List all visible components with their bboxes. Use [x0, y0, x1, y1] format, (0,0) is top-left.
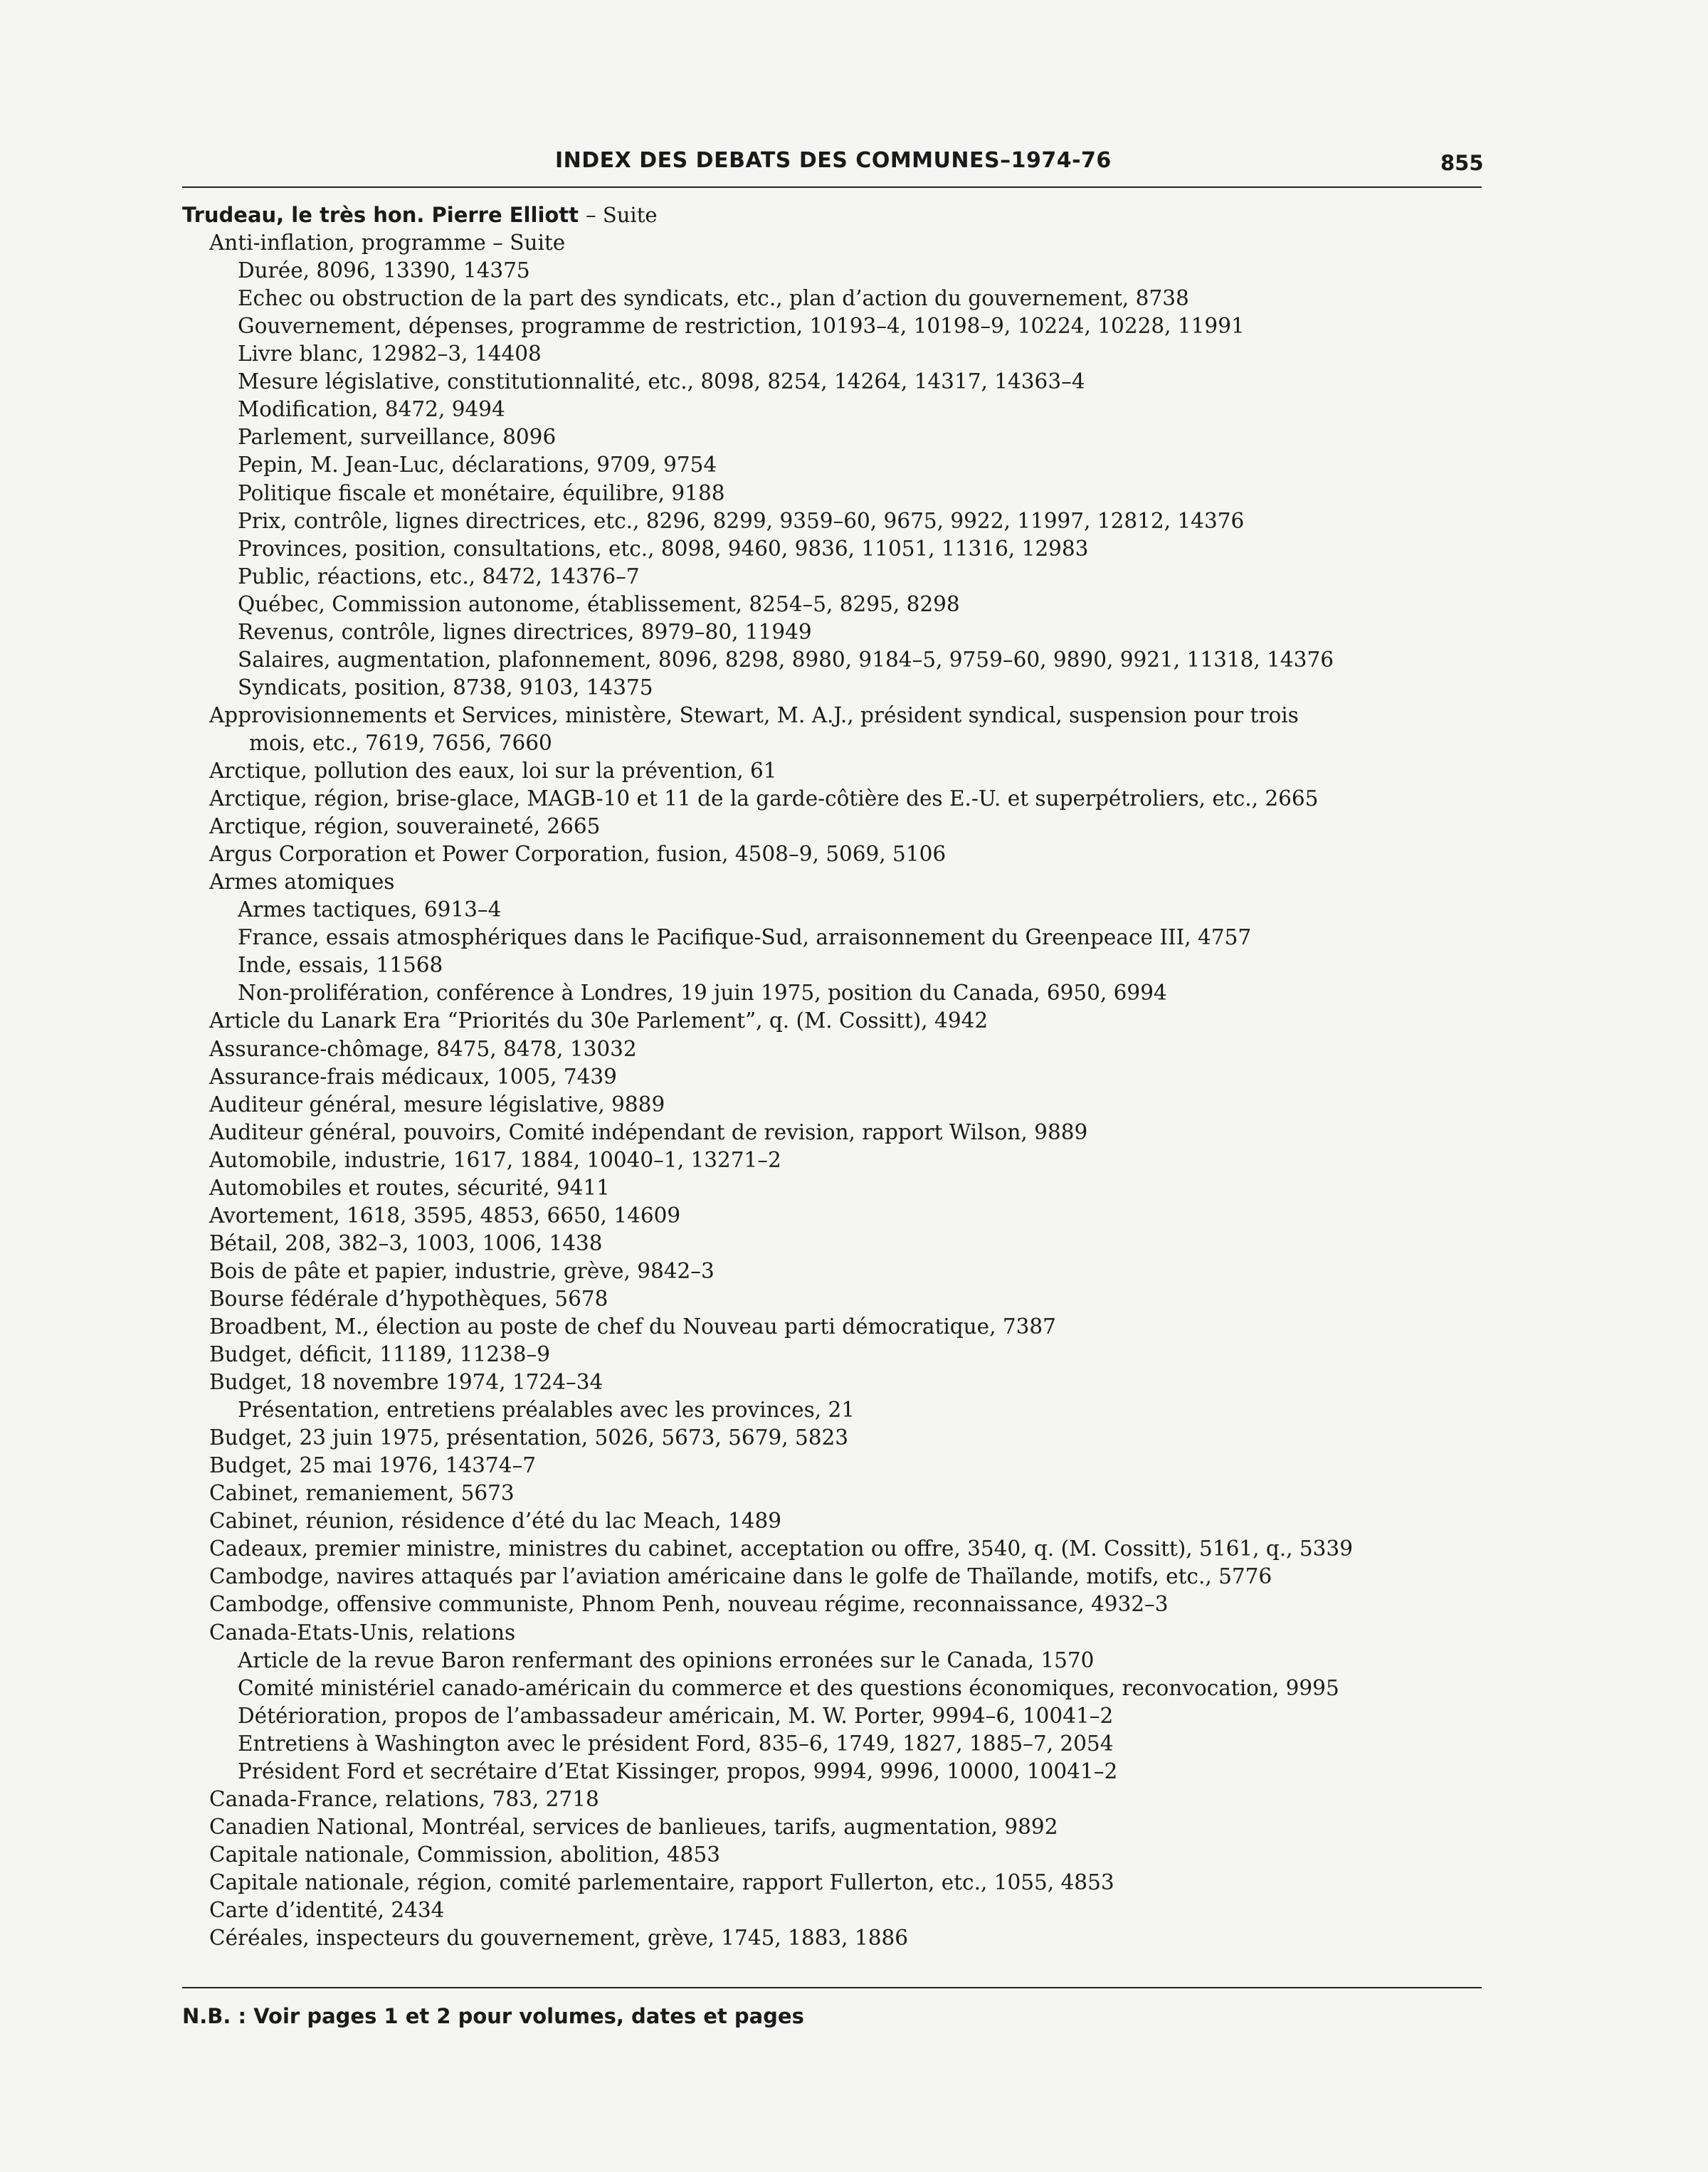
index-line-level-2: Provinces, position, consultations, etc., 8098, 9460, 9836, 11051, 11316, 12983: [238, 537, 1089, 561]
index-line-level-1: Automobiles et routes, sécurité, 9411: [209, 1176, 610, 1200]
index-line-level-1: Arctique, région, brise-glace, MAGB-10 et 11 de la garde-côtière des E.-U. et superpétroliers, etc., 2665: [209, 786, 1319, 811]
page-header-title: INDEX DES DEBATS DES COMMUNES–1974-76: [555, 148, 1112, 173]
index-line-level-1: Assurance-chômage, 8475, 8478, 13032: [209, 1037, 637, 1061]
index-line-level-2: Revenus, contrôle, lignes directrices, 8979–80, 11949: [238, 620, 812, 644]
index-line-level-2: Détérioration, propos de l’ambassadeur américain, M. W. Porter, 9994–6, 10041–2: [238, 1704, 1114, 1728]
index-line-level-1: Arctique, région, souveraineté, 2665: [209, 814, 601, 838]
index-line-level-1: Bois de pâte et papier, industrie, grève, 9842–3: [209, 1259, 715, 1283]
index-line-level-1: Budget, 23 juin 1975, présentation, 5026, 5673, 5679, 5823: [209, 1425, 849, 1450]
index-line-level-2: Inde, essais, 11568: [238, 953, 443, 977]
index-line-level-2: Prix, contrôle, lignes directrices, etc., 8296, 8299, 9359–60, 9675, 9922, 11997, 12812, 14376: [238, 509, 1245, 533]
index-line-level-1: Cabinet, réunion, résidence d’été du lac Meach, 1489: [209, 1509, 782, 1533]
index-line-level-2: Québec, Commission autonome, établissement, 8254–5, 8295, 8298: [238, 592, 960, 616]
index-line-level-1: Céréales, inspecteurs du gouvernement, grève, 1745, 1883, 1886: [209, 1926, 909, 1950]
main-entry-heading: [182, 201, 658, 229]
index-line-level-1: Auditeur général, mesure législative, 9889: [209, 1092, 665, 1117]
index-line-level-2: Présentation, entretiens préalables avec les provinces, 21: [238, 1398, 855, 1422]
index-line-level-1: Avortement, 1618, 3595, 4853, 6650, 14609: [209, 1203, 681, 1228]
index-line-level-1: Cambodge, navires attaqués par l’aviation américaine dans le golfe de Thaïlande, motifs, etc., 5776: [209, 1564, 1272, 1588]
index-line-level-1: Assurance-frais médicaux, 1005, 7439: [209, 1065, 617, 1089]
index-line-level-1: Automobile, industrie, 1617, 1884, 10040–1, 13271–2: [209, 1148, 781, 1172]
index-line-level-2: Mesure législative, constitutionnalité, etc., 8098, 8254, 14264, 14317, 14363–4: [238, 369, 1085, 394]
index-line-level-1: Cabinet, remaniement, 5673: [209, 1481, 515, 1505]
index-line-level-1: Arctique, pollution des eaux, loi sur la prévention, 61: [209, 759, 777, 783]
index-line-level-1: Anti-inflation, programme – Suite: [209, 231, 566, 255]
main-entry-suite: – Suite: [586, 203, 658, 227]
index-line-level-2: Parlement, surveillance, 8096: [238, 425, 557, 449]
index-line-level-2: Gouvernement, dépenses, programme de restriction, 10193–4, 10198–9, 10224, 10228, 11991: [238, 314, 1245, 338]
index-line-level-2: Entretiens à Washington avec le président Ford, 835–6, 1749, 1827, 1885–7, 2054: [238, 1731, 1114, 1756]
index-line-level-1: Broadbent, M., élection au poste de chef du Nouveau parti démocratique, 7387: [209, 1314, 1056, 1339]
index-line-level-2: Echec ou obstruction de la part des syndicats, etc., plan d’action du gouvernement, 8738: [238, 286, 1189, 310]
index-line-level-1: Bourse fédérale d’hypothèques, 5678: [209, 1287, 608, 1311]
index-line-level-1: Budget, 25 mai 1976, 14374–7: [209, 1453, 536, 1477]
footer-rule: [182, 1987, 1482, 1988]
index-line-level-1: Argus Corporation et Power Corporation, fusion, 4508–9, 5069, 5106: [209, 842, 947, 866]
index-line-level-3: mois, etc., 7619, 7656, 7660: [249, 731, 552, 755]
index-line-level-1: Auditeur général, pouvoirs, Comité indépendant de revision, rapport Wilson, 9889: [209, 1120, 1088, 1144]
index-line-level-2: Modification, 8472, 9494: [238, 397, 505, 421]
index-line-level-1: Armes atomiques: [209, 870, 395, 894]
index-line-level-1: Cadeaux, premier ministre, ministres du cabinet, acceptation ou offre, 3540, q. (M. Cossitt), 5161, q., 5339: [209, 1536, 1353, 1561]
index-line-level-1: Carte d’identité, 2434: [209, 1898, 445, 1922]
index-line-level-2: France, essais atmosphériques dans le Pacifique-Sud, arraisonnement du Greenpeace III, 4757: [238, 925, 1252, 949]
index-line-level-1: Bétail, 208, 382–3, 1003, 1006, 1438: [209, 1231, 603, 1255]
index-line-level-2: Non-prolifération, conférence à Londres, 19 juin 1975, position du Canada, 6950, 6994: [238, 981, 1167, 1005]
header-rule: [182, 186, 1482, 188]
index-line-level-2: Armes tactiques, 6913–4: [238, 897, 502, 922]
index-line-level-1: Approvisionnements et Services, ministère, Stewart, M. A.J., président syndical, suspension pour trois: [209, 703, 1299, 727]
index-line-level-1: Article du Lanark Era “Priorités du 30e Parlement”, q. (M. Cossitt), 4942: [209, 1008, 989, 1033]
footer-note: N.B. : Voir pages 1 et 2 pour volumes, dates et pages: [182, 2004, 804, 2028]
index-line-level-1: Canada-France, relations, 783, 2718: [209, 1787, 599, 1811]
page-number: 855: [1440, 151, 1484, 175]
index-line-level-1: Capitale nationale, région, comité parlementaire, rapport Fullerton, etc., 1055, 4853: [209, 1870, 1114, 1894]
index-line-level-1: Capitale nationale, Commission, abolition, 4853: [209, 1842, 720, 1867]
index-line-level-2: Syndicats, position, 8738, 9103, 14375: [238, 675, 653, 700]
index-line-level-1: Budget, déficit, 11189, 11238–9: [209, 1342, 551, 1366]
index-line-level-2: Politique fiscale et monétaire, équilibre, 9188: [238, 481, 725, 505]
index-line-level-2: Comité ministériel canado-américain du commerce et des questions économiques, reconvocation, 9995: [238, 1676, 1339, 1700]
index-line-level-1: Canada-Etats-Unis, relations: [209, 1620, 516, 1645]
index-line-level-1: Cambodge, offensive communiste, Phnom Penh, nouveau régime, reconnaissance, 4932–3: [209, 1592, 1169, 1616]
index-line-level-1: Budget, 18 novembre 1974, 1724–34: [209, 1370, 603, 1394]
index-line-level-2: Article de la revue Baron renfermant des opinions erronées sur le Canada, 1570: [238, 1648, 1095, 1672]
index-line-level-1: Canadien National, Montréal, services de banlieues, tarifs, augmentation, 9892: [209, 1815, 1058, 1839]
index-line-level-2: Président Ford et secrétaire d’Etat Kissinger, propos, 9994, 9996, 10000, 10041–2: [238, 1759, 1118, 1783]
index-line-level-2: Livre blanc, 12982–3, 14408: [238, 342, 542, 366]
index-line-level-2: Durée, 8096, 13390, 14375: [238, 258, 530, 283]
main-entry-name: Trudeau, le très hon. Pierre Elliott: [182, 203, 579, 227]
index-line-level-2: Salaires, augmentation, plafonnement, 8096, 8298, 8980, 9184–5, 9759–60, 9890, 9921, 11318, 14376: [238, 648, 1334, 672]
index-line-level-2: Pepin, M. Jean-Luc, déclarations, 9709, 9754: [238, 453, 717, 477]
index-line-level-2: Public, réactions, etc., 8472, 14376–7: [238, 564, 640, 589]
